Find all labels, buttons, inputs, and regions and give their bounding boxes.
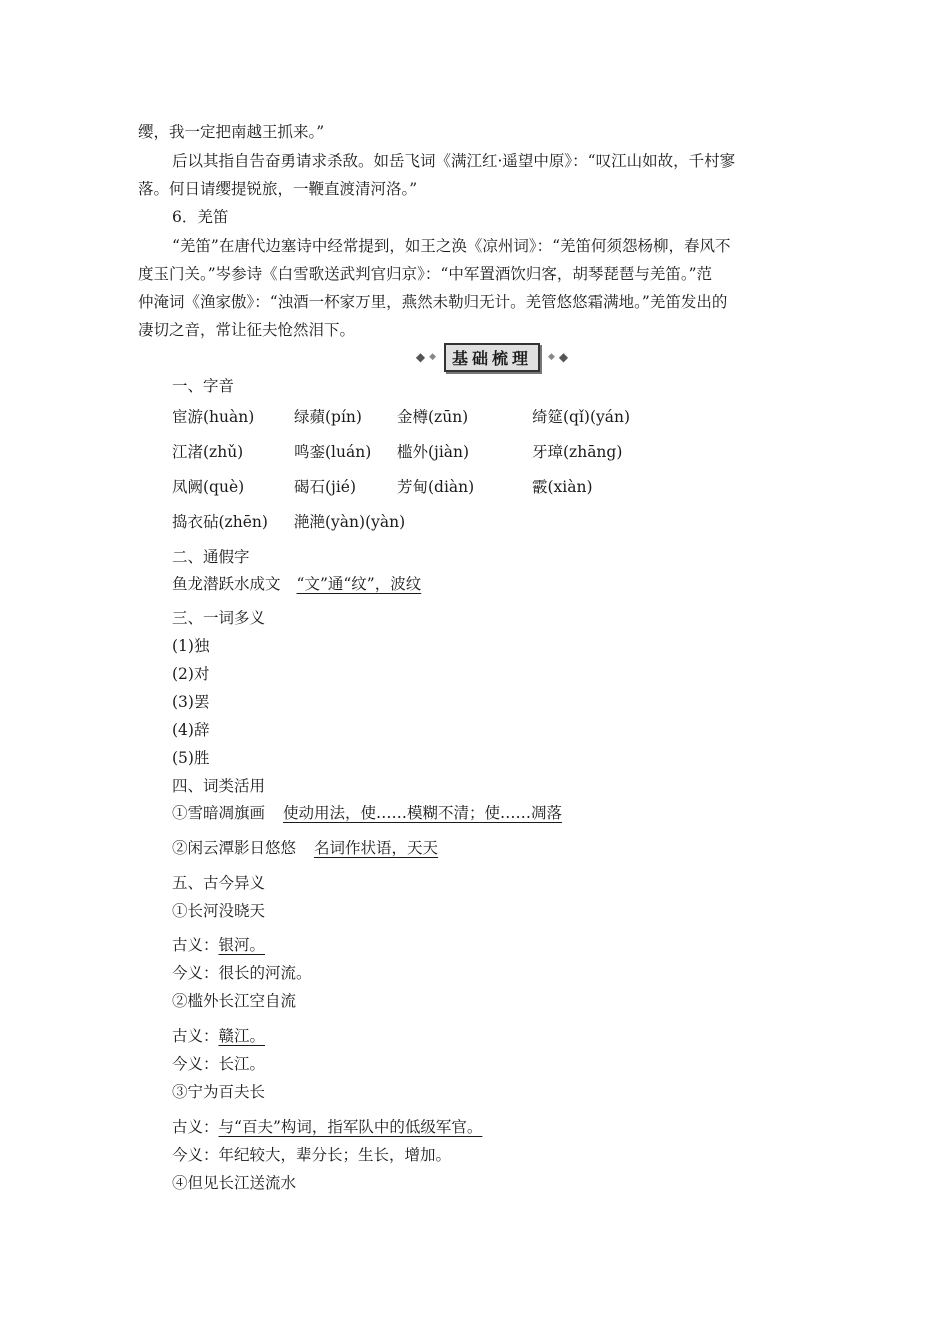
pronunciation-item: 槛外(jiàn) (397, 443, 470, 461)
answer: 名词作状语，天天 (314, 839, 439, 857)
list-item: (2)对 (172, 665, 210, 683)
pronunciation-item: 江渚(zhǔ) (172, 443, 244, 461)
list-item: (4)辞 (172, 721, 210, 739)
ancient-meaning (172, 934, 265, 956)
paragraph-line: 缨，我一定把南越王抓来。” (138, 123, 325, 141)
paragraph-line: 凄切之音，常让征夫怆然泪下。 (138, 321, 356, 339)
list-item: (5)胜 (172, 749, 210, 767)
section-heading: 一、字音 (172, 377, 235, 395)
example-sentence: ④但见长江送流水 (172, 1174, 297, 1192)
pronunciation-item: 霰(xiàn) (532, 478, 593, 496)
example-sentence: ②槛外长江空自流 (172, 992, 297, 1010)
label: 古义： (172, 1118, 219, 1136)
section-heading: 三、一词多义 (172, 609, 266, 627)
modern-meaning: 今义：年纪较大，辈分长；生长，增加。 (172, 1146, 452, 1164)
ancient-meaning (172, 1116, 482, 1138)
section-heading: 四、词类活用 (172, 777, 266, 795)
pronunciation-item: 碣石(jié) (294, 478, 357, 496)
pronunciation-item: 滟滟(yàn)(yàn) (294, 513, 406, 531)
answer: 银河。 (218, 936, 266, 954)
answer: “文”通“纹”，波纹 (296, 575, 422, 593)
diamond-icon: ◆ (558, 350, 569, 364)
list-item: (3)罢 (172, 693, 210, 711)
ancient-meaning (172, 1025, 265, 1047)
answer: 与“百夫”构词，指军队中的低级军官。 (218, 1118, 483, 1136)
paragraph-line: 后以其指自告奋勇请求杀敌。如岳飞词《满江红·遥望中原》：“叹江山如故，千村寥 (172, 152, 736, 170)
banner-title: 基础梳理 (444, 343, 540, 372)
paragraph-line: “羌笛”在唐代边塞诗中经常提到，如王之涣《凉州词》：“羌笛何须怨杨柳，春风不 (172, 237, 731, 255)
paragraph-line: 落。何日请缨提锐旅，一鞭直渡清河洛。” (138, 180, 418, 198)
example-line (172, 573, 421, 595)
example-sentence: ①长河没晓天 (172, 902, 266, 920)
paragraph-line: 仲淹词《渔家傲》：“浊酒一杯家万里，燕然未勒归无计。羌管悠悠霜满地。”羌笛发出的 (138, 293, 728, 311)
pronunciation-item: 捣衣砧(zhēn) (172, 513, 268, 531)
list-item: (1)独 (172, 637, 210, 655)
example-sentence: ③宁为百夫长 (172, 1083, 266, 1101)
pronunciation-item: 芳甸(diàn) (397, 478, 475, 496)
pronunciation-item: 绿蘋(pín) (294, 408, 362, 426)
modern-meaning: 今义：很长的河流。 (172, 964, 312, 982)
paragraph-line: 度玉门关。”岑参诗《白雪歌送武判官归京》：“中军置酒饮归客，胡琴琵琶与羌笛。”范 (138, 265, 713, 283)
example-sentence: 鱼龙潜跃水成文 (172, 575, 281, 593)
section-heading: 6．羌笛 (172, 208, 229, 226)
pronunciation-item: 金樽(zūn) (397, 408, 469, 426)
answer: 使动用法，使……模糊不清；使……凋落 (283, 804, 563, 822)
label: 古义： (172, 936, 219, 954)
section-banner (400, 344, 584, 370)
example-sentence: ①雪暗凋旗画 (172, 804, 266, 822)
diamond-icon: ◆ (548, 352, 555, 362)
example-line (172, 837, 438, 859)
pronunciation-item: 宦游(huàn) (172, 408, 255, 426)
pronunciation-item: 凤阙(què) (172, 478, 245, 496)
diamond-icon: ◆ (429, 352, 436, 362)
diamond-icon: ◆ (415, 350, 426, 364)
example-sentence: ②闲云潭影日悠悠 (172, 839, 297, 857)
answer: 赣江。 (218, 1027, 266, 1045)
pronunciation-item: 牙璋(zhāng) (532, 443, 623, 461)
modern-meaning: 今义：长江。 (172, 1055, 266, 1073)
pronunciation-item: 鸣銮(luán) (294, 443, 372, 461)
pronunciation-item: 绮筵(qǐ)(yán) (532, 408, 631, 426)
example-line (172, 802, 562, 824)
label: 古义： (172, 1027, 219, 1045)
section-heading: 二、通假字 (172, 548, 250, 566)
section-heading: 五、古今异义 (172, 874, 266, 892)
